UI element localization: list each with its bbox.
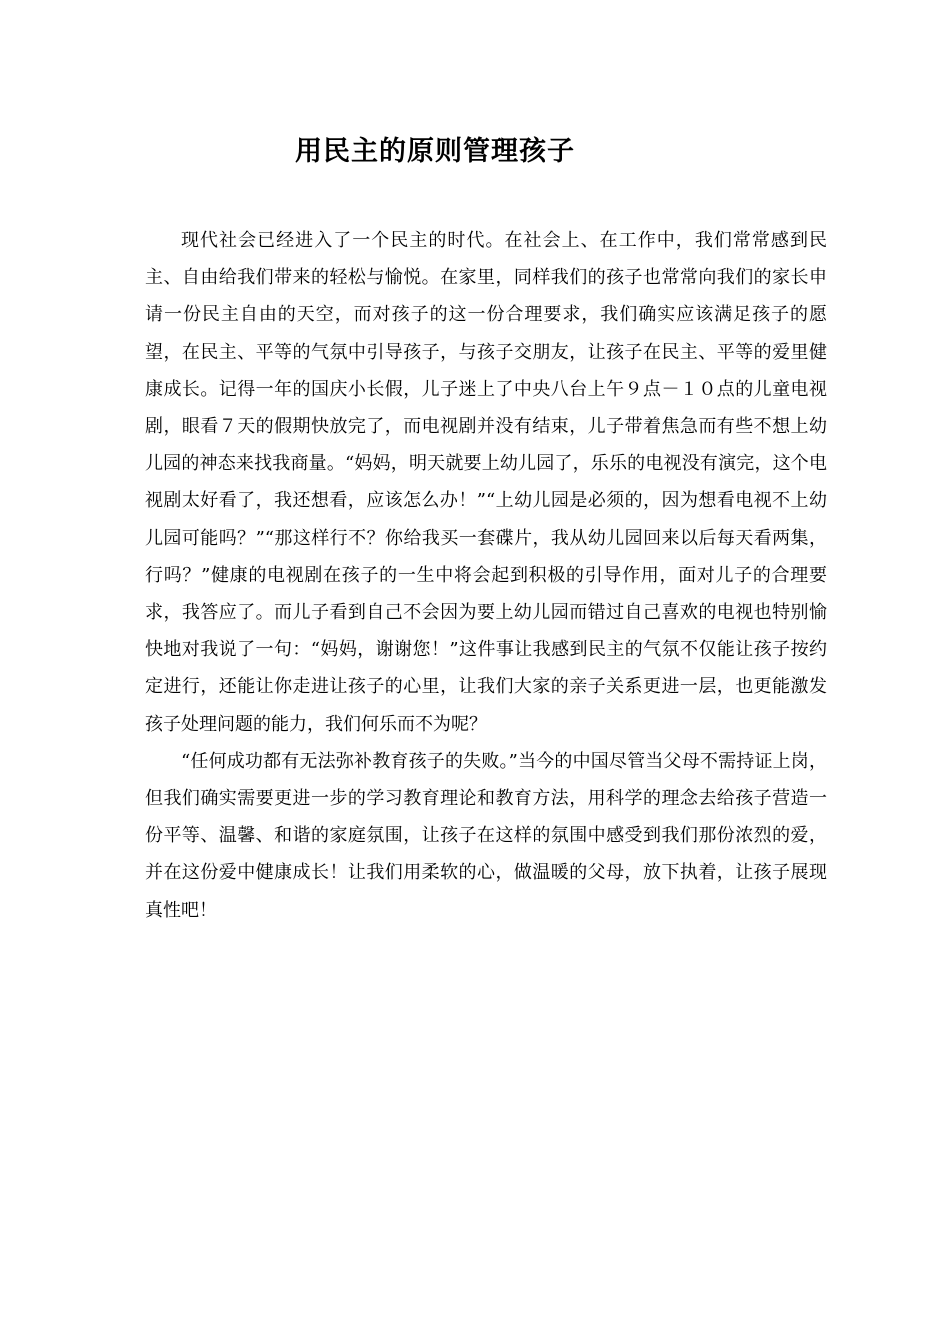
- document-title: 用民主的原则管理孩子: [295, 136, 575, 167]
- paragraph-1: 现代社会已经进入了一个民主的时代。在社会上、在工作中，我们常常感到民主、自由给我们带来的轻松与愉悦。在家里，同样我们的孩子也常常向我们的家长申请一份民主自由的天空，而对孩子的这一份合理要求，我们确实应该满足孩子的愿望，在民主、平等的气氛中引导孩子，与孩子交朋友，让孩子在民主、平等的爱里健康成长。记得一年的国庆小长假，儿子迷上了中央八台上午９点－１０点的儿童电视剧，眼看７天的假期快放完了，而电视剧并没有结束，儿子带着焦急而有些不想上幼儿园的神态来找我商量。“妈妈，明天就要上幼儿园了，乐乐的电视没有演完，这个电视剧太好看了，我还想看，应该怎么办！”“上幼儿园是必须的，因为想看电视不上幼儿园可能吗？”“那这样行不？你给我买一套碟片，我从幼儿园回来以后每天看两集，行吗？”健康的电视剧在孩子的一生中将会起到积极的引导作用，面对儿子的合理要求，我答应了。而儿子看到自己不会因为要上幼儿园而错过自己喜欢的电视也特别愉快地对我说了一句：“妈妈，谢谢您！”这件事让我感到民主的气氛不仅能让孩子按约定进行，还能让你走进让孩子的心里，让我们大家的亲子关系更进一层，也更能激发孩子处理问题的能力，我们何乐而不为呢？: [145, 230, 827, 735]
- paragraph-2: “任何成功都有无法弥补教育孩子的失败。”当今的中国尽管当父母不需持证上岗，但我们确实需要更进一步的学习教育理论和教育方法，用科学的理念去给孩子营造一份平等、温馨、和谐的家庭氛围，让孩子在这样的氛围中感受到我们那份浓烈的爱，并在这份爱中健康成长！让我们用柔软的心，做温暖的父母，放下执着，让孩子展现真性吧！: [145, 750, 827, 921]
- document-body: [145, 222, 827, 929]
